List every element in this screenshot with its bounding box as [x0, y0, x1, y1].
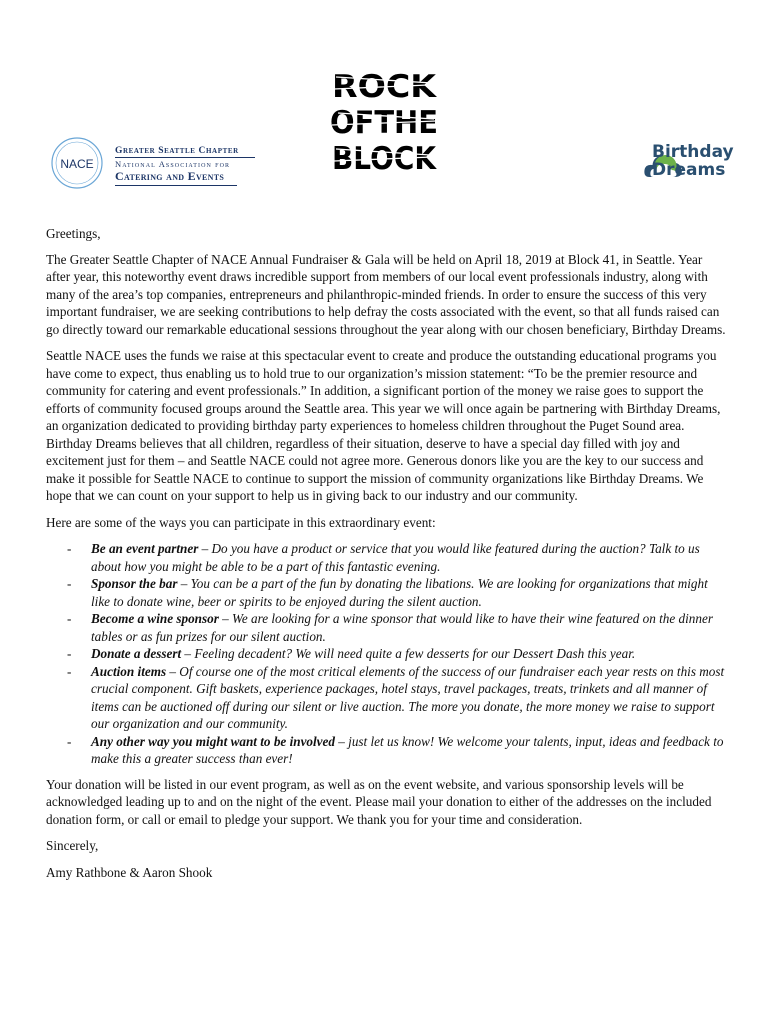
- list-item: - Sponsor the bar – You can be a part of the fun by donating the libations. We are looking for organizations that might like to donate wine, beer or spirits to be enjoyed during the silent auction.: [67, 576, 708, 609]
- nace-line1: Greater Seattle Chapter: [115, 146, 239, 156]
- bd-line2: Dreams: [652, 160, 726, 180]
- closing: Sincerely,: [46, 838, 99, 853]
- list-item-text: – You can be a part of the fun by donating the libations. We are looking for organizations that might like to donate wine, beer or spirits to be enjoyed during the silent auction.: [91, 576, 708, 609]
- list-item: - Auction items – Of course one of the most critical elements of the success of our fundraiser each year rests on this most crucial component. Gift baskets, experience packages, hotel stays, travel packages, treats, trinkets and all manner of items can be auctioned off during our silent or live auction. The more you donate, the more money we raise to support our organization and our community.: [67, 663, 725, 731]
- participation-list: [46, 540, 726, 768]
- signature: Amy Rathbone & Aaron Shook: [46, 864, 213, 880]
- list-item-text: – just let us know! We welcome your talents, input, ideas and feedback to make this a greater success than ever!: [91, 733, 724, 766]
- list-item-title: Be an event partner: [91, 541, 199, 556]
- list-item-text: – Feeling decadent? We will need quite a few desserts for our Dessert Dash this year.: [181, 646, 636, 661]
- list-item: - Donate a dessert – Feeling decadent? We will need quite a few desserts for our Dessert Dash this year.: [67, 646, 636, 661]
- paragraph-donation-info: Your donation will be listed in our event program, as well as on the event website, and various sponsorship levels will be acknowledged leading up to and on the night of the event. Please mail your donation to either of the addresses on the included donation form, or call or email to pledge your support. We thank you for your time and consideration.: [46, 776, 712, 827]
- nace-chapter-text: [115, 146, 255, 186]
- list-item: - Be an event partner – Do you have a product or service that you would like featured during the auction? Talk to us about how you might be able to be a part of this fantastic evening.: [67, 541, 700, 574]
- birthday-dreams-wordmark: [652, 143, 734, 179]
- paragraph-list-intro: Here are some of the ways you can participate in this extraordinary event:: [46, 514, 436, 530]
- greeting: Greetings,: [46, 226, 101, 241]
- rock-line1: ROCK: [332, 69, 438, 105]
- list-item-title: Any other way you might want to be involved: [91, 733, 335, 749]
- nace-badge-text: NACE: [60, 157, 94, 171]
- rock-line3: BLOCK: [332, 141, 437, 175]
- letter-body: [46, 223, 726, 890]
- nace-line2: National Association for: [115, 157, 255, 169]
- letterhead: [0, 0, 770, 210]
- paragraph-mission: Seattle NACE uses the funds we raise at this spectacular event to create and produce the outstanding educational programs you have come to expect, thus enabling us to hold true to our organization’s mission statement: “To be the premier resource and community for catering and event professionals.” In addition, a significant portion of the money we raise goes to support the efforts of community focused groups around the Seattle area. This year we will once again be partnering with Birthday Dreams, an organization dedicated to providing birthday party experiences to homeless children throughout the Puget Sound area. Birthday Dreams believes that all children, regardless of their situation, deserve to have a special day filled with joy and excitement just for them – and Seattle NACE could not agree more. Generous donors like you are the key to our success and make it possible for Seattle NACE to continue to support the mission of community organizations like Birthday Dreams. We hope that we can count on your support to help us in giving back to our industry and our community.: [46, 348, 721, 503]
- list-item-title: Auction items: [91, 663, 167, 679]
- list-item-title: Become a wine sponsor: [91, 611, 219, 626]
- paragraph-event-intro: The Greater Seattle Chapter of NACE Annual Fundraiser & Gala will be held on April 18, 2019 at Block 41, in Seattle. Year after year, this noteworthy event draws incredible support from members of our local event professionals industry, along with many of the area’s top companies, entrepreneurs and philanthropic-minded friends. In order to ensure the success of this very important fundraiser, we are seeking contributions to help defray the costs associated with the event, so that all funds raised can go directly toward our remarkable educational sessions throughout the year along with our chosen beneficiary, Birthday Dreams.: [46, 251, 726, 337]
- rock-of-the-block-logo: [328, 63, 440, 175]
- rock-line2: OFTHE: [330, 105, 438, 141]
- list-item-title: Sponsor the bar: [91, 576, 178, 591]
- list-item-text: – Of course one of the most critical elements of the success of our fundraiser each year rests on this most crucial component. Gift baskets, experience packages, hotel stays, travel packages, treats, trinkets and all manner of items can be auctioned off during our silent or live auction. The more you donate, the more money we raise to support our organization and our community.: [91, 663, 725, 731]
- list-item-title: Donate a dessert: [91, 646, 182, 661]
- nace-line3: Catering and Events: [115, 169, 237, 186]
- list-item-text: – We are looking for a wine sponsor that would like to have their wine featured on the dinner tables or as fun prizes for our silent auction.: [91, 611, 713, 644]
- list-item: - Become a wine sponsor – We are looking for a wine sponsor that would like to have their wine featured on the dinner tables or as fun prizes for our silent auction.: [67, 611, 713, 644]
- list-item-text: – Do you have a product or service that you would like featured during the auction? Talk to us about how you might be able to be a part of this fantastic evening.: [91, 541, 700, 574]
- bd-line1: Birthday: [652, 142, 734, 162]
- list-item: - Any other way you might want to be involved – just let us know! We welcome your talents, input, ideas and feedback to make this a greater success than ever!: [67, 733, 724, 766]
